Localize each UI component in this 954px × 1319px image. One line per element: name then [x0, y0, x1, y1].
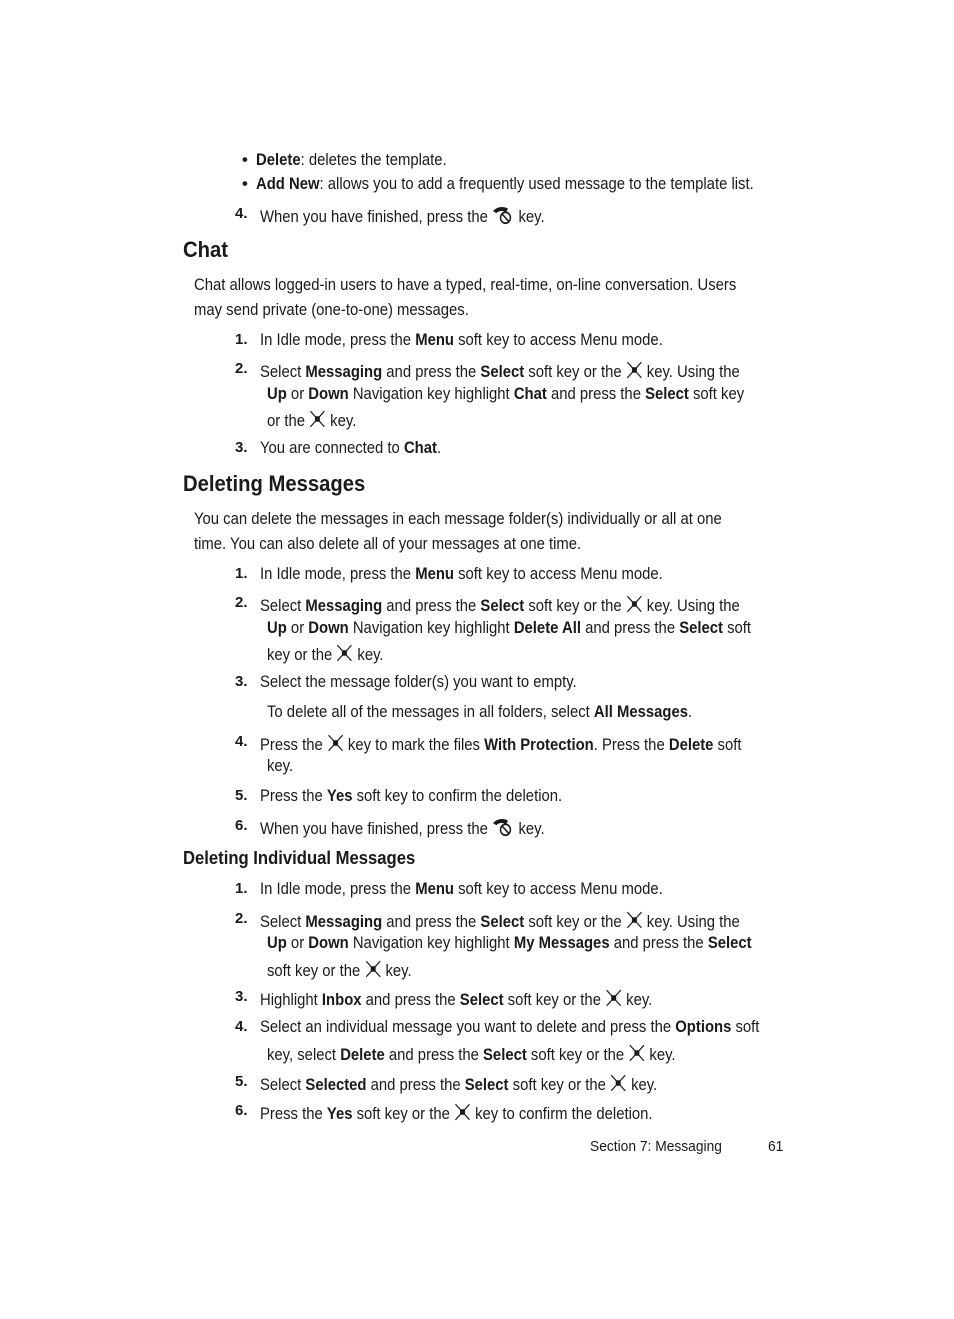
step-number: 5. [235, 1073, 248, 1090]
step-number: 3. [235, 988, 248, 1005]
navigation-ok-icon [624, 909, 644, 931]
deleting-step-3: Select the message folder(s) you want to empty. [260, 673, 577, 691]
step-number: 2. [235, 360, 248, 377]
bullet-delete: Delete: deletes the template. [256, 151, 447, 169]
navigation-ok-icon [363, 958, 383, 980]
chat-step-2-line3: or the key. [267, 408, 356, 431]
chat-step-1: In Idle mode, press the Menu soft key to access Menu mode. [260, 331, 663, 349]
step-number: 6. [235, 817, 248, 834]
step-number: 5. [235, 787, 248, 804]
deleting-individual-heading: Deleting Individual Messages [183, 847, 416, 868]
individual-step-2-line1: Select Messaging and press the Select soft key or the key. Using the [260, 909, 740, 932]
deleting-step-6: When you have finished, press the key. [260, 816, 545, 839]
individual-step-6: Press the Yes soft key or the key to confirm the deletion. [260, 1101, 653, 1124]
step-number: 3. [235, 673, 248, 690]
deleting-step-4-line2: key. [267, 757, 294, 775]
page-number: 61 [768, 1138, 784, 1155]
navigation-ok-icon [308, 408, 328, 430]
step-number: 2. [235, 594, 248, 611]
navigation-ok-icon [325, 732, 345, 754]
deleting-step-5: Press the Yes soft key to confirm the deletion. [260, 787, 563, 805]
step-number: 1. [235, 331, 248, 348]
end-call-icon [491, 816, 516, 838]
individual-step-4-line2: key, select Delete and press the Select soft key or the key. [267, 1042, 676, 1065]
step-number: 4. [235, 1018, 248, 1035]
navigation-ok-icon [604, 987, 624, 1009]
step-number: 4. [235, 733, 248, 750]
bullet-add-new: Add New: allows you to add a frequently used message to the template list. [256, 175, 754, 193]
chat-intro-line1: Chat allows logged-in users to have a typed, real-time, on-line conversation. Users [194, 276, 737, 294]
step-number: 6. [235, 1102, 248, 1119]
individual-step-2-line2: Up or Down Navigation key highlight My Messages and press the Select [267, 934, 752, 952]
deleting-intro-line1: You can delete the messages in each message folder(s) individually or all at one [194, 510, 722, 528]
individual-step-3: Highlight Inbox and press the Select soft key or the key. [260, 987, 652, 1010]
individual-step-2-line3: soft key or the key. [267, 958, 412, 981]
deleting-step-2-line2: Up or Down Navigation key highlight Delete All and press the Select soft [267, 619, 752, 637]
bullet-marker: • [242, 151, 248, 169]
individual-step-5: Select Selected and press the Select soft key or the key. [260, 1072, 657, 1095]
step-number: 2. [235, 910, 248, 927]
navigation-ok-icon [624, 593, 644, 615]
chat-heading: Chat [183, 237, 228, 262]
bullet-marker: • [242, 175, 248, 193]
chat-step-3: You are connected to Chat. [260, 439, 442, 457]
individual-step-4-line1: Select an individual message you want to delete and press the Options soft [260, 1018, 760, 1036]
template-step-4: When you have finished, press the key. [260, 204, 545, 227]
chat-step-2-line2: Up or Down Navigation key highlight Chat and press the Select soft key [267, 385, 745, 403]
chat-intro-line2: may send private (one-to-one) messages. [194, 301, 469, 319]
navigation-ok-icon [627, 1042, 647, 1064]
deleting-messages-heading: Deleting Messages [183, 471, 366, 496]
chat-step-2-line1: Select Messaging and press the Select soft key or the key. Using the [260, 359, 740, 382]
step-number: 4. [235, 205, 248, 222]
navigation-ok-icon [609, 1072, 629, 1094]
deleting-step-2-line1: Select Messaging and press the Select soft key or the key. Using the [260, 593, 740, 616]
deleting-step-1: In Idle mode, press the Menu soft key to access Menu mode. [260, 565, 663, 583]
end-call-icon [491, 204, 516, 226]
step-number: 1. [235, 880, 248, 897]
footer-section-label: Section 7: Messaging [590, 1138, 722, 1155]
navigation-ok-icon [624, 359, 644, 381]
navigation-ok-icon [453, 1101, 473, 1123]
deleting-step-4-line1: Press the key to mark the files With Protection. Press the Delete soft [260, 732, 742, 755]
individual-step-1: In Idle mode, press the Menu soft key to access Menu mode. [260, 880, 663, 898]
navigation-ok-icon [335, 642, 355, 664]
deleting-intro-line2: time. You can also delete all of your messages at one time. [194, 535, 582, 553]
step-number: 1. [235, 565, 248, 582]
deleting-step-2-line3: key or the key. [267, 642, 384, 665]
step-number: 3. [235, 439, 248, 456]
deleting-step-3-note: To delete all of the messages in all folders, select All Messages. [267, 703, 693, 721]
